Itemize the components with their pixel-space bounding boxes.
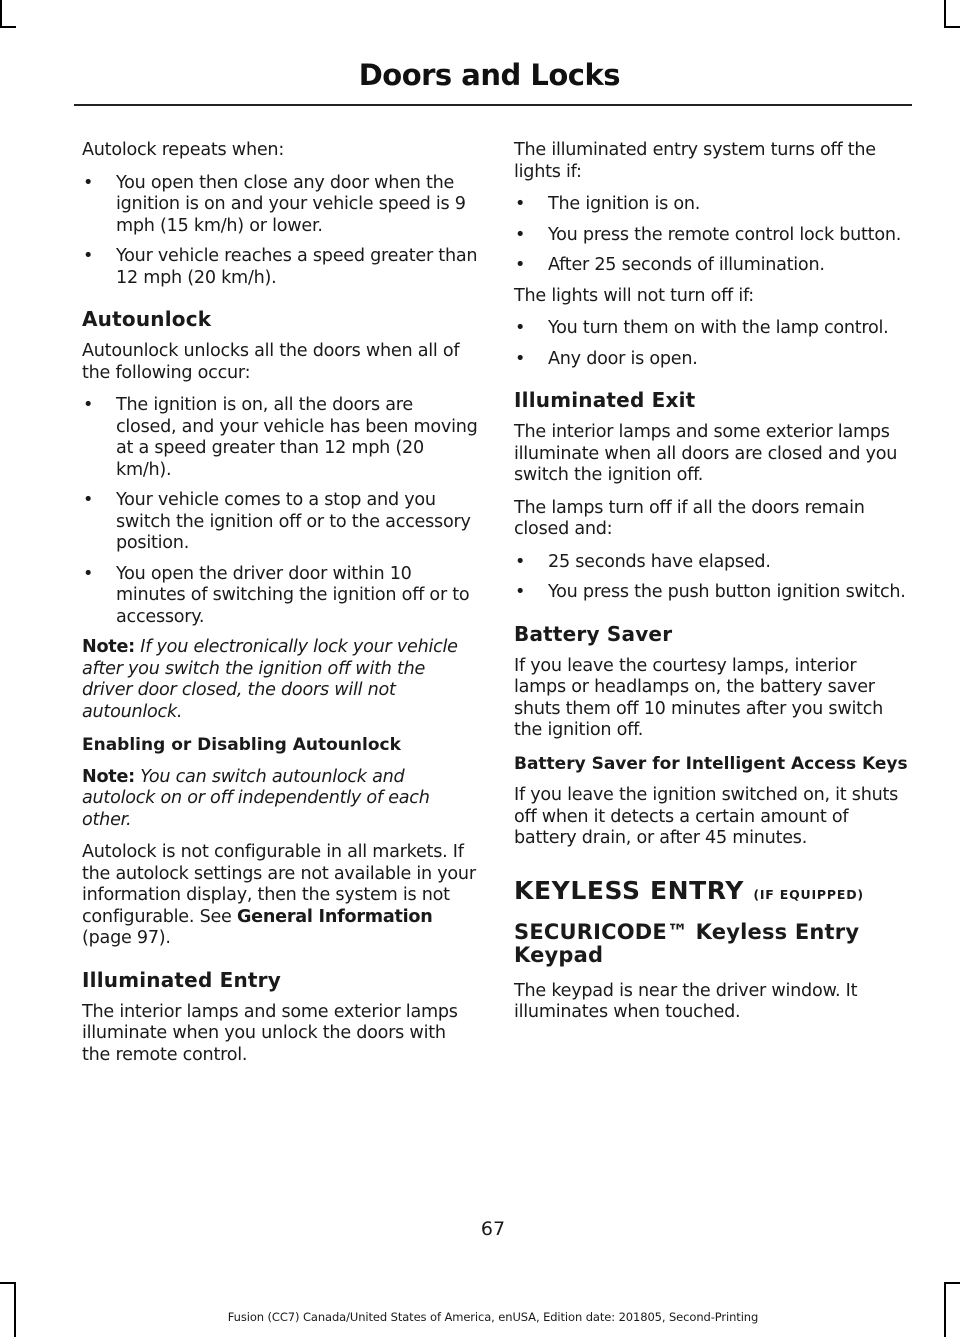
autolock-bullet-list <box>82 173 478 290</box>
list-item: • Your vehicle reaches a speed greater than 12 mph (20 km/h). <box>82 246 478 289</box>
heading-illuminated-entry: Illuminated Entry <box>82 967 281 992</box>
illuminated-exit-paragraph: The interior lamps and some exterior lamps illuminate when all doors are closed and you switch the ignition off. <box>514 422 898 485</box>
heading-battery-saver: Battery Saver <box>514 621 673 646</box>
crop-mark <box>0 26 16 28</box>
header-rule <box>74 104 912 106</box>
heading-enabling-autounlock: Enabling or Disabling Autounlock <box>82 735 401 755</box>
heading-autounlock: Autounlock <box>82 307 212 331</box>
note-label: Note: <box>82 637 135 657</box>
list-item: • The ignition is on, all the doors are closed, and your vehicle has been moving at a speed greater than 12 mph (20 km/h). <box>82 395 478 481</box>
page-header-title: Doors and Locks <box>358 58 620 92</box>
autolock-intro: Autolock repeats when: <box>82 140 284 160</box>
config-text: Autolock is not configurable in all markets. If the autolock settings are not available in your information display, then the system is not configurable. See <box>82 842 476 927</box>
not-off-intro: The lights will not turn off if: <box>514 285 754 306</box>
page-footer: Fusion (CC7) Canada/United States of America, enUSA, Edition date: 201805, Second-Printing <box>227 1310 759 1324</box>
page-number: 67 <box>480 1218 506 1240</box>
section-heading-keyless-entry <box>514 876 910 905</box>
list-item: • The ignition is on. <box>514 194 910 216</box>
lamps-off-intro: The lamps turn off if all the doors remain closed and: <box>514 497 865 539</box>
battery-saver-keys-paragraph: If you leave the ignition switched on, it shuts off when it detects a certain amount of battery drain, or after 45 minutes. <box>514 785 899 848</box>
battery-saver-paragraph: If you leave the courtesy lamps, interior lamps or headlamps on, the battery saver shuts them off 10 minutes after you switch the ignition off. <box>514 655 884 740</box>
autounlock-intro: Autounlock unlocks all the doors when all of the following occur: <box>82 341 460 383</box>
crop-mark <box>944 1282 960 1284</box>
list-item: • You open the driver door within 10 minutes of switching the ignition off or to accessory. <box>82 564 478 629</box>
left-column <box>82 140 478 1077</box>
turns-off-intro: The illuminated entry system turns off the lights if: <box>514 140 876 182</box>
right-column <box>514 140 910 1035</box>
list-item: • You turn them on with the lamp control. <box>514 318 910 340</box>
crop-mark <box>0 0 2 28</box>
autolock-config-paragraph <box>82 842 478 950</box>
note-text: If you electronically lock your vehicle after you switch the ignition off with the driver door closed, the doors will not autounlock. <box>82 637 458 722</box>
if-equipped-tag: (IF EQUIPPED) <box>753 886 864 902</box>
note-autounlock <box>82 637 478 723</box>
lamps-off-bullet-list <box>514 552 910 604</box>
crop-mark <box>944 26 960 28</box>
list-item: • After 25 seconds of illumination. <box>514 255 910 277</box>
list-item: • Your vehicle comes to a stop and you switch the ignition off or to the accessory position. <box>82 490 478 555</box>
list-item: • You press the remote control lock button. <box>514 225 910 247</box>
turns-off-bullet-list <box>514 194 910 277</box>
list-item: • 25 seconds have elapsed. <box>514 552 910 574</box>
keypad-paragraph: The keypad is near the driver window. It illuminates when touched. <box>514 980 858 1022</box>
illuminated-entry-paragraph: The interior lamps and some exterior lamps illuminate when you unlock the doors with the remote control. <box>82 1001 458 1065</box>
list-item: • Any door is open. <box>514 349 910 371</box>
crop-mark <box>944 0 946 28</box>
note-text: You can switch autounlock and autolock on or off independently of each other. <box>82 766 430 830</box>
heading-battery-saver-keys: Battery Saver for Intelligent Access Keys <box>514 753 908 774</box>
not-off-bullet-list <box>514 318 910 370</box>
heading-securicode-keypad: SECURICODE™ Keyless Entry Keypad <box>514 919 860 967</box>
crop-mark <box>0 1282 16 1284</box>
keyless-entry-title: KEYLESS ENTRY <box>514 875 744 905</box>
autounlock-bullet-list <box>82 395 478 628</box>
page-reference: (page 97). <box>82 928 171 948</box>
list-item: • You press the push button ignition switch. <box>514 582 910 604</box>
note-independent <box>82 767 478 832</box>
list-item: • You open then close any door when the ignition is on and your vehicle speed is 9 mph (15 km/h) or lower. <box>82 173 478 238</box>
heading-illuminated-exit: Illuminated Exit <box>514 388 696 412</box>
general-information-link[interactable]: General Information <box>236 906 433 927</box>
note-label: Note: <box>82 766 135 787</box>
